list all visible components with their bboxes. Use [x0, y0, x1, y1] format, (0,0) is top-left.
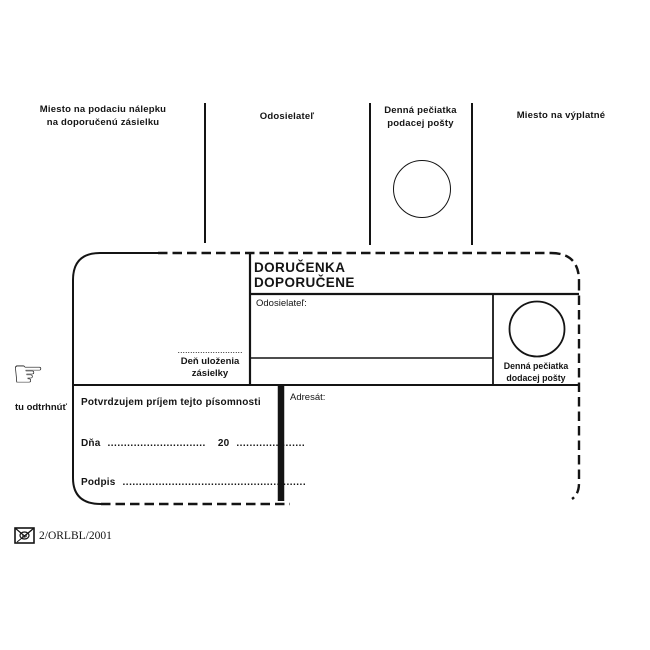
label-line: dodacej pošty [506, 372, 566, 383]
storage-date-label [160, 356, 260, 380]
delivery-stamp-label [492, 361, 580, 384]
date-label: Dňa [81, 438, 101, 449]
label-line: Miesto na podaciu nálepku [39, 104, 167, 115]
date-dotted-line: .............................. [107, 438, 206, 449]
confirmation-text: Potvrdzujem príjem tejto písomnosti [81, 397, 261, 408]
storage-date-dotted-line: .......................... [177, 345, 243, 355]
label-line: Denná pečiatka [384, 105, 457, 116]
form-title-line: DORUČENKA [254, 260, 346, 275]
addressee-field-label: Adresát: [290, 392, 326, 403]
signature-row [81, 477, 306, 488]
label-line: Deň uloženia [180, 356, 240, 367]
tear-here-label: tu odtrhnúť [14, 402, 68, 413]
pointing-hand-icon: ☞ [12, 354, 45, 395]
label-line: podacej pošty [387, 117, 454, 129]
date-row [81, 438, 305, 449]
signature-dotted-line: ........................................................ [122, 477, 307, 488]
post-envelope-logo-icon [14, 527, 35, 544]
form-title-line: DOPORUČENE [254, 274, 355, 290]
form-title [254, 261, 355, 290]
label-line: Denná pečiatka [503, 361, 569, 371]
label-line: na doporučenú zásielku [46, 116, 160, 128]
signature-label: Podpis [81, 477, 116, 488]
year-dotted-line: ..................... [236, 438, 306, 449]
label-sender-top: Odosielateľ [259, 111, 315, 122]
label-line: zásielky [191, 368, 229, 379]
form-code: 2/ORLBL/2001 [39, 530, 112, 542]
label-place-for-postage: Miesto na výplatné [516, 110, 606, 121]
sender-field-label: Odosielateľ: [256, 298, 307, 309]
delivery-stamp-circle [510, 302, 565, 357]
year-prefix: 20 [217, 438, 230, 449]
